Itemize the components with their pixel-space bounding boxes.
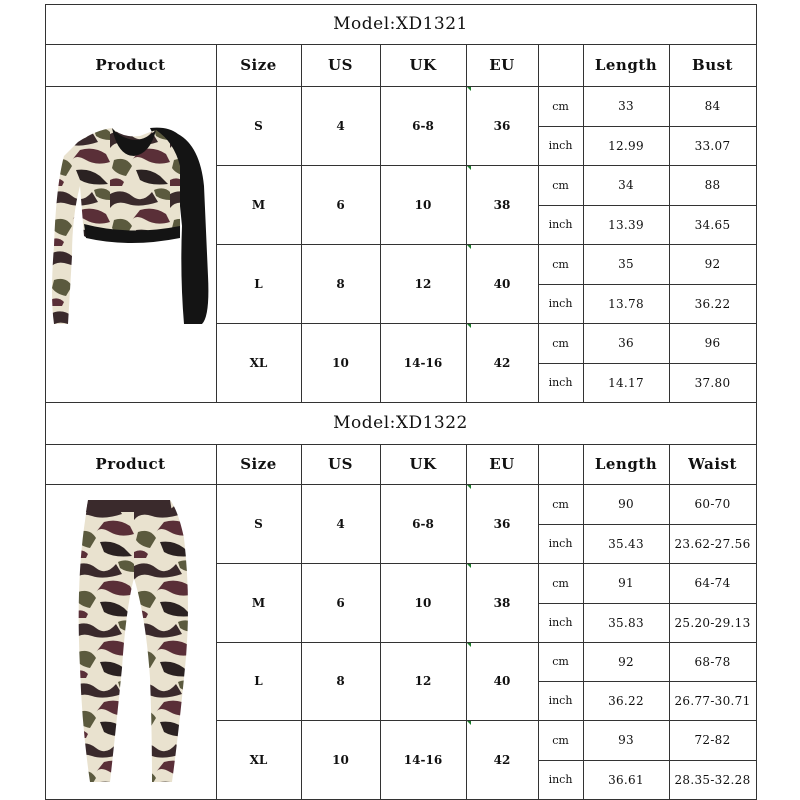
header-eu: EU: [489, 455, 515, 473]
model-title: Model:XD1321: [333, 14, 468, 34]
unit-inch: inch: [548, 694, 573, 707]
unit-cm: cm: [552, 99, 569, 113]
unit-cm: cm: [552, 733, 569, 747]
length-cm: 90: [618, 497, 634, 511]
measure-inch: 25.20-29.13: [674, 615, 751, 630]
header-eu: EU: [489, 56, 515, 74]
header-length: Length: [594, 455, 658, 473]
unit-cm: cm: [552, 257, 569, 271]
measure-inch: 37.80: [694, 375, 731, 390]
length-cm: 34: [618, 178, 634, 192]
uk-size: 14-16: [403, 355, 443, 370]
eu-size: 40: [493, 276, 511, 291]
eu-size: 38: [493, 197, 511, 212]
length-inch: 35.43: [608, 536, 644, 551]
measure-inch: 23.62-27.56: [674, 536, 751, 551]
measure-inch: 34.65: [694, 217, 731, 232]
length-inch: 35.83: [608, 615, 644, 630]
us-size: 6: [336, 197, 345, 212]
camo-top-image: [50, 126, 212, 332]
uk-size: 14-16: [403, 752, 443, 767]
header-measure: Waist: [688, 455, 737, 473]
length-cm: 91: [618, 576, 634, 590]
header-unit: [538, 44, 583, 86]
header-uk: UK: [409, 56, 437, 74]
measure-cm: 72-82: [694, 733, 731, 747]
uk-size: 6-8: [412, 118, 434, 133]
us-size: 10: [332, 355, 349, 370]
unit-inch: inch: [548, 616, 573, 629]
header-us: US: [328, 455, 353, 473]
eu-size: 42: [493, 355, 511, 370]
length-cm: 93: [618, 733, 634, 747]
length-inch: 36.22: [608, 693, 644, 708]
header-length: Length: [594, 56, 658, 74]
unit-cm: cm: [552, 336, 569, 350]
size-label: S: [254, 118, 263, 133]
header-uk: UK: [409, 455, 437, 473]
size-label: L: [254, 276, 263, 291]
us-size: 4: [336, 118, 345, 133]
measure-cm: 96: [704, 336, 721, 350]
header-unit: [538, 444, 583, 484]
length-cm: 36: [618, 336, 634, 350]
us-size: 8: [336, 276, 345, 291]
header-us: US: [328, 56, 353, 74]
size-label: M: [251, 595, 266, 610]
measure-inch: 36.22: [694, 296, 731, 311]
eu-size: 36: [493, 118, 511, 133]
length-inch: 12.99: [608, 138, 644, 153]
eu-size: 36: [493, 516, 511, 531]
unit-inch: inch: [548, 376, 573, 389]
header-product: Product: [95, 56, 166, 74]
measure-cm: 92: [704, 257, 721, 271]
unit-inch: inch: [548, 139, 573, 152]
length-inch: 13.39: [608, 217, 644, 232]
size-label: XL: [249, 752, 268, 767]
measure-inch: 33.07: [694, 138, 731, 153]
uk-size: 10: [414, 595, 432, 610]
us-size: 6: [336, 595, 345, 610]
us-size: 4: [336, 516, 345, 531]
size-label: M: [251, 197, 266, 212]
uk-size: 12: [414, 276, 432, 291]
uk-size: 6-8: [412, 516, 434, 531]
us-size: 8: [336, 674, 345, 688]
unit-cm: cm: [552, 178, 569, 192]
length-cm: 33: [618, 99, 634, 113]
model-title: Model:XD1322: [333, 413, 468, 433]
eu-size: 38: [493, 595, 511, 610]
length-inch: 14.17: [608, 375, 644, 390]
header-size: Size: [240, 56, 277, 74]
unit-inch: inch: [548, 537, 573, 550]
unit-inch: inch: [548, 218, 573, 231]
camo-leggings-image: [74, 498, 200, 790]
grid-line-v: [756, 4, 757, 403]
size-label: L: [254, 674, 263, 688]
size-label: S: [254, 516, 263, 531]
unit-inch: inch: [548, 297, 573, 310]
length-cm: 92: [618, 654, 634, 669]
unit-inch: inch: [548, 773, 573, 786]
measure-cm: 60-70: [694, 497, 731, 511]
unit-cm: cm: [552, 576, 569, 590]
unit-cm: cm: [552, 497, 569, 511]
length-cm: 35: [618, 257, 634, 271]
uk-size: 10: [414, 197, 432, 212]
us-size: 10: [332, 752, 349, 767]
header-product: Product: [95, 455, 166, 473]
uk-size: 12: [414, 674, 432, 688]
unit-cm: cm: [552, 655, 569, 668]
size-label: XL: [249, 355, 268, 370]
header-size: Size: [240, 455, 277, 473]
grid-line-v: [756, 402, 757, 800]
measure-cm: 84: [704, 99, 721, 113]
eu-size: 42: [493, 752, 511, 767]
length-inch: 13.78: [608, 296, 644, 311]
length-inch: 36.61: [608, 772, 644, 787]
measure-cm: 68-78: [694, 654, 731, 669]
eu-size: 40: [493, 674, 511, 688]
measure-inch: 28.35-32.28: [674, 772, 751, 787]
measure-cm: 64-74: [694, 576, 731, 590]
header-measure: Bust: [692, 56, 733, 74]
measure-inch: 26.77-30.71: [674, 693, 751, 708]
measure-cm: 88: [704, 178, 721, 192]
